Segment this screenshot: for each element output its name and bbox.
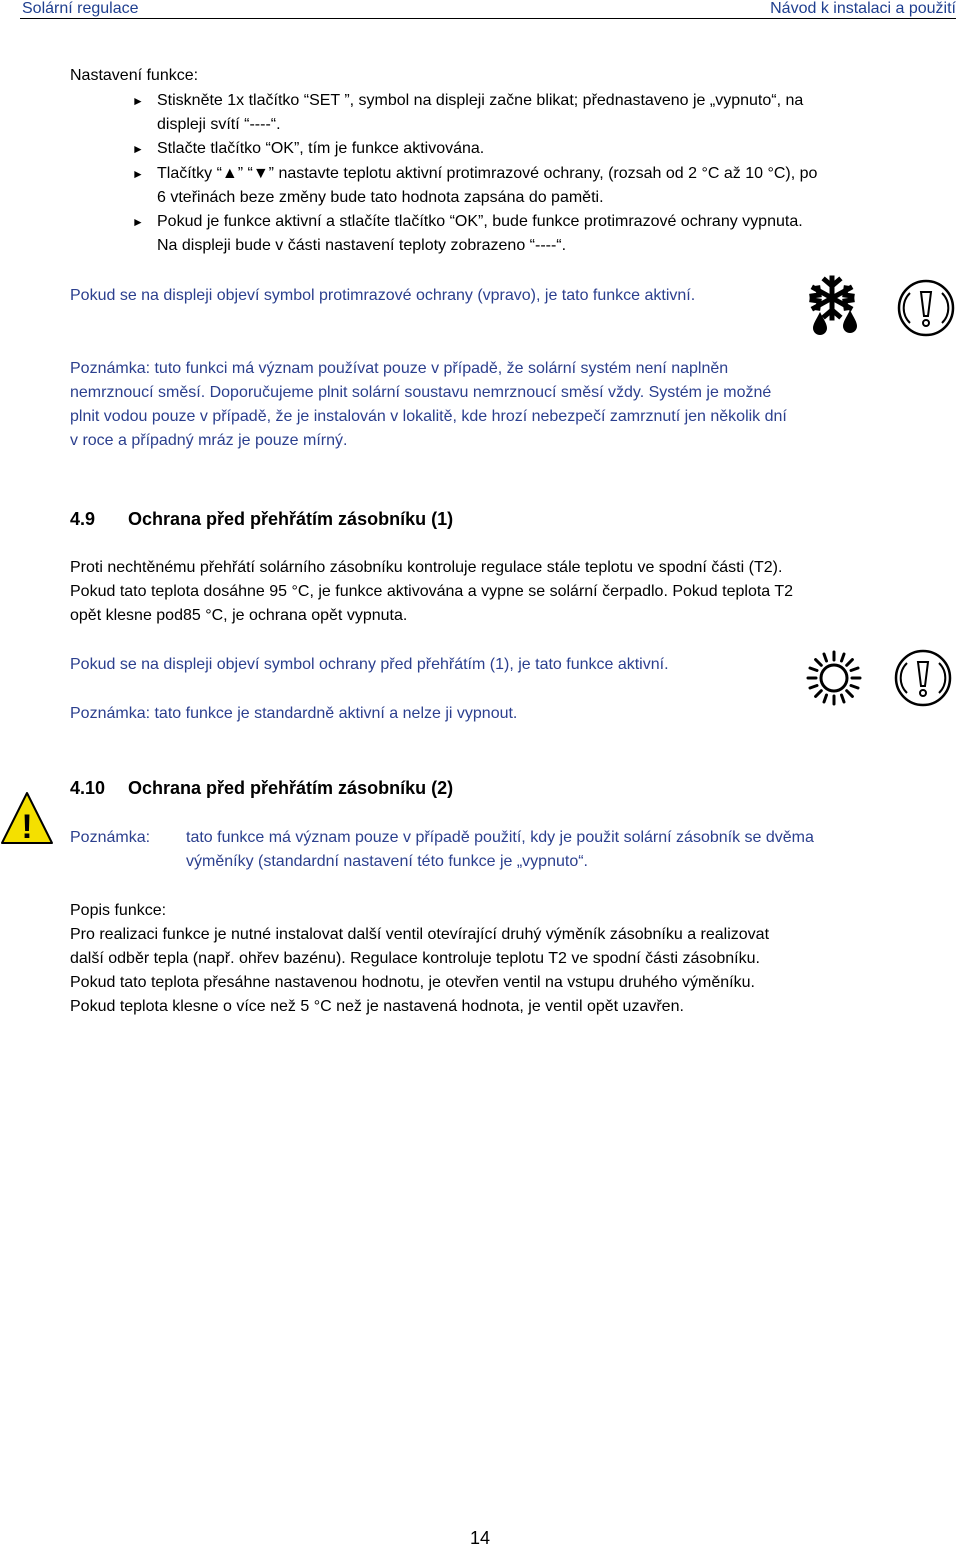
snowflake-drops-icon: [806, 274, 864, 336]
section-4-10-note-line-1: tato funkce má význam pouze v případě použití, kdy je použit solární zásobník se dvěma: [186, 829, 814, 846]
section-4-9-note: Poznámka: tato funkce je standardně aktivní a nelze ji vypnout.: [70, 705, 518, 722]
warning-indicator-icon: [893, 648, 953, 708]
bullet-icon: ►: [132, 215, 144, 229]
section-4-10-note-line-2: výměníky (standardní nastavení této funkce je „vypnuto“.: [186, 853, 588, 870]
warning-mark: !: [21, 808, 33, 846]
frost-notice: Pokud se na displeji objeví symbol protimrazové ochrany (vpravo), je tato funkce aktivní.: [70, 287, 696, 304]
bullet-icon: ►: [132, 142, 144, 156]
warning-indicator-icon: [896, 278, 956, 338]
bullet-4-line-1: Pokud je funkce aktivní a stlačíte tlačítko “OK”, bude funkce protimrazové ochrany vypnuta.: [157, 213, 803, 230]
bullet-icon: ►: [132, 94, 144, 108]
section-4-10-desc-line-1: Pro realizaci funkce je nutné instalovat další ventil otevírající druhý výměník zásobníku a realizovat: [70, 926, 770, 943]
section-4-9-number: 4.9: [70, 509, 96, 529]
bullet-icon: ►: [132, 167, 144, 181]
bullet-1-line-1: Stiskněte 1x tlačítko “SET ”, symbol na displeji začne blikat; přednastaveno je „vypnuto“, na: [157, 92, 804, 109]
header-rule: [20, 18, 956, 19]
section-4-10-note-label: Poznámka:: [70, 829, 151, 846]
page-number: 14: [469, 1528, 491, 1548]
frost-note-line-3: plnit vodou pouze v případě, že je instalován v lokalitě, kde hrozí nebezpečí zamrznutí jen několik dní: [70, 408, 787, 425]
bullet-2-line-1: Stlačte tlačítko “OK”, tím je funkce aktivována.: [157, 140, 485, 157]
section-4-10-desc-line-2: další odběr tepla (např. ohřev bazénu). Regulace kontroluje teplotu T2 ve spodní části zásobníku.: [70, 950, 760, 967]
section-4-9-notice: Pokud se na displeji objeví symbol ochrany před přehřátím (1), je tato funkce aktivní.: [70, 656, 669, 673]
section-4-9-title: Ochrana před přehřátím zásobníku (1): [128, 509, 454, 529]
section-4-10-title: Ochrana před přehřátím zásobníku (2): [128, 778, 454, 798]
bullet-3-line-1: Tlačítky “▲” “▼” nastavte teplotu aktivní protimrazové ochrany, (rozsah od 2 °C až 10 °C), po: [157, 165, 818, 182]
bullet-1-line-2: displeji svítí “----“.: [157, 116, 281, 133]
section-4-10-desc-line-4: Pokud teplota klesne o více než 5 °C než je nastavená hodnota, je ventil opět uzavřen.: [70, 998, 684, 1015]
section-4-10-number: 4.10: [70, 778, 106, 798]
section-4-10-desc-line-3: Pokud tato teplota přesáhne nastavenou hodnotu, je otevřen ventil na vstupu druhého výměníku.: [70, 974, 755, 991]
warning-triangle-icon: [0, 790, 54, 846]
sun-icon: [804, 648, 864, 708]
header-right: Návod k instalaci a použití: [770, 0, 956, 17]
bullet-3-line-2: 6 vteřinách beze změny bude tato hodnota zapsána do paměti.: [157, 189, 604, 206]
section-4-9-body-2: Pokud tato teplota dosáhne 95 °C, je funkce aktivována a vypne se solární čerpadlo. Pokud teplota T2: [70, 583, 794, 600]
setup-title: Nastavení funkce:: [70, 67, 199, 84]
section-4-10-desc-title: Popis funkce:: [70, 902, 167, 919]
frost-note-line-4: v roce a případný mráz je pouze mírný.: [70, 432, 348, 449]
frost-note-line-1: Poznámka: tuto funkci má význam používat pouze v případě, že solární systém není naplněn: [70, 360, 729, 377]
section-4-9-body-3: opět klesne pod85 °C, je ochrana opět vypnuta.: [70, 607, 408, 624]
header-left: Solární regulace: [22, 0, 139, 17]
section-4-9-body-1: Proti nechtěnému přehřátí solárního zásobníku kontroluje regulace stále teplotu ve spodní části (T2).: [70, 559, 783, 576]
bullet-4-line-2: Na displeji bude v části nastavení teploty zobrazeno “----“.: [157, 237, 567, 254]
frost-note-line-2: nemrznoucí směsí. Doporučujeme plnit solární soustavu nemrznoucí směsí vždy. Systém je možné: [70, 384, 772, 401]
